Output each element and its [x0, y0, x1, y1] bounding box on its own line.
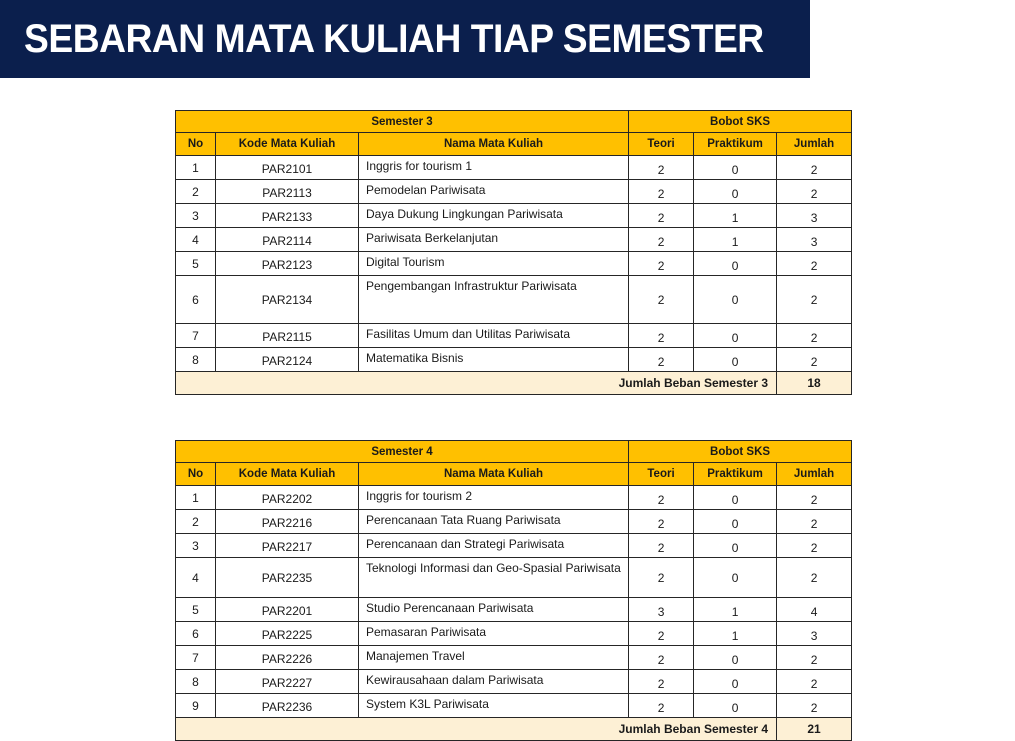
cell-kode: PAR2114 — [216, 228, 359, 252]
cell-teori: 2 — [629, 348, 694, 372]
table-row — [176, 348, 852, 372]
cell-kode: PAR2227 — [216, 670, 359, 694]
cell-praktikum: 0 — [694, 534, 777, 558]
table-row — [176, 694, 852, 718]
page-title-banner — [0, 0, 810, 78]
cell-nama: Kewirausahaan dalam Pariwisata — [359, 670, 629, 694]
cell-kode: PAR2113 — [216, 180, 359, 204]
column-header-kode: Kode Mata Kuliah — [216, 133, 359, 156]
cell-no: 1 — [176, 486, 216, 510]
page-title: SEBARAN MATA KULIAH TIAP SEMESTER — [24, 16, 764, 61]
cell-jumlah: 2 — [777, 694, 852, 718]
cell-nama: Digital Tourism — [359, 252, 629, 276]
cell-praktikum: 0 — [694, 276, 777, 324]
column-header-praktikum: Praktikum — [694, 463, 777, 486]
cell-praktikum: 1 — [694, 204, 777, 228]
cell-teori: 2 — [629, 670, 694, 694]
column-header-kode: Kode Mata Kuliah — [216, 463, 359, 486]
cell-nama: Pemasaran Pariwisata — [359, 622, 629, 646]
cell-kode: PAR2225 — [216, 622, 359, 646]
cell-nama: Inggris for tourism 2 — [359, 486, 629, 510]
semester-3-table-body — [176, 156, 852, 372]
cell-jumlah: 2 — [777, 486, 852, 510]
cell-no: 9 — [176, 694, 216, 718]
cell-kode: PAR2235 — [216, 558, 359, 598]
cell-no: 6 — [176, 276, 216, 324]
cell-jumlah: 2 — [777, 670, 852, 694]
cell-jumlah: 3 — [777, 622, 852, 646]
cell-no: 3 — [176, 534, 216, 558]
cell-praktikum: 0 — [694, 486, 777, 510]
table-row — [176, 598, 852, 622]
column-header-jumlah: Jumlah — [777, 133, 852, 156]
cell-teori: 2 — [629, 228, 694, 252]
cell-teori: 2 — [629, 510, 694, 534]
cell-no: 2 — [176, 510, 216, 534]
semester-3-weight-group-title: Bobot SKS — [629, 111, 852, 133]
table-row — [176, 156, 852, 180]
semester-3-table-container — [175, 110, 851, 395]
cell-no: 3 — [176, 204, 216, 228]
cell-no: 5 — [176, 252, 216, 276]
cell-teori: 2 — [629, 646, 694, 670]
semester-4-weight-group-title: Bobot SKS — [629, 441, 852, 463]
cell-praktikum: 0 — [694, 646, 777, 670]
cell-jumlah: 2 — [777, 534, 852, 558]
cell-kode: PAR2202 — [216, 486, 359, 510]
cell-no: 4 — [176, 558, 216, 598]
cell-jumlah: 4 — [777, 598, 852, 622]
cell-jumlah: 3 — [777, 228, 852, 252]
table-row — [176, 534, 852, 558]
semester-4-group-title: Semester 4 — [176, 441, 629, 463]
semester-4-total-value: 21 — [777, 718, 852, 741]
semester-4-group-header-row — [176, 441, 852, 463]
semester-3-table — [175, 110, 852, 395]
semester-3-column-header-row — [176, 133, 852, 156]
cell-kode: PAR2115 — [216, 324, 359, 348]
column-header-praktikum: Praktikum — [694, 133, 777, 156]
cell-teori: 2 — [629, 252, 694, 276]
cell-teori: 2 — [629, 486, 694, 510]
semester-4-total-label: Jumlah Beban Semester 4 — [176, 718, 777, 741]
cell-teori: 2 — [629, 534, 694, 558]
semester-3-group-title: Semester 3 — [176, 111, 629, 133]
cell-jumlah: 2 — [777, 324, 852, 348]
cell-nama: Perencanaan dan Strategi Pariwisata — [359, 534, 629, 558]
cell-praktikum: 0 — [694, 348, 777, 372]
column-header-no: No — [176, 133, 216, 156]
table-row — [176, 486, 852, 510]
cell-no: 2 — [176, 180, 216, 204]
cell-kode: PAR2101 — [216, 156, 359, 180]
cell-jumlah: 2 — [777, 252, 852, 276]
semester-4-total-row — [176, 718, 852, 741]
cell-jumlah: 2 — [777, 646, 852, 670]
cell-praktikum: 0 — [694, 156, 777, 180]
cell-kode: PAR2133 — [216, 204, 359, 228]
cell-kode: PAR2201 — [216, 598, 359, 622]
cell-praktikum: 1 — [694, 598, 777, 622]
cell-jumlah: 2 — [777, 510, 852, 534]
cell-nama: Daya Dukung Lingkungan Pariwisata — [359, 204, 629, 228]
cell-kode: PAR2134 — [216, 276, 359, 324]
cell-no: 7 — [176, 324, 216, 348]
cell-teori: 2 — [629, 180, 694, 204]
cell-jumlah: 2 — [777, 558, 852, 598]
semester-4-table — [175, 440, 852, 741]
cell-nama: Manajemen Travel — [359, 646, 629, 670]
cell-nama: Pemodelan Pariwisata — [359, 180, 629, 204]
column-header-teori: Teori — [629, 133, 694, 156]
column-header-jumlah: Jumlah — [777, 463, 852, 486]
table-row — [176, 180, 852, 204]
cell-praktikum: 0 — [694, 324, 777, 348]
cell-no: 5 — [176, 598, 216, 622]
cell-praktikum: 0 — [694, 180, 777, 204]
cell-jumlah: 2 — [777, 180, 852, 204]
cell-teori: 2 — [629, 694, 694, 718]
cell-kode: PAR2217 — [216, 534, 359, 558]
cell-praktikum: 0 — [694, 558, 777, 598]
semester-3-total-row — [176, 372, 852, 395]
semester-4-table-container — [175, 440, 851, 741]
column-header-no: No — [176, 463, 216, 486]
cell-praktikum: 1 — [694, 622, 777, 646]
cell-teori: 2 — [629, 276, 694, 324]
cell-no: 1 — [176, 156, 216, 180]
cell-nama: Teknologi Informasi dan Geo-Spasial Pariwisata — [359, 558, 629, 598]
cell-teori: 2 — [629, 622, 694, 646]
table-row — [176, 510, 852, 534]
table-row — [176, 276, 852, 324]
semester-4-table-foot — [176, 718, 852, 741]
cell-no: 8 — [176, 348, 216, 372]
cell-no: 8 — [176, 670, 216, 694]
semester-3-total-label: Jumlah Beban Semester 3 — [176, 372, 777, 395]
cell-no: 4 — [176, 228, 216, 252]
table-row — [176, 228, 852, 252]
cell-praktikum: 1 — [694, 228, 777, 252]
cell-jumlah: 2 — [777, 276, 852, 324]
cell-praktikum: 0 — [694, 670, 777, 694]
cell-kode: PAR2123 — [216, 252, 359, 276]
cell-nama: Matematika Bisnis — [359, 348, 629, 372]
semester-3-table-foot — [176, 372, 852, 395]
table-row — [176, 204, 852, 228]
cell-teori: 2 — [629, 558, 694, 598]
cell-teori: 2 — [629, 324, 694, 348]
cell-kode: PAR2236 — [216, 694, 359, 718]
table-row — [176, 324, 852, 348]
cell-teori: 2 — [629, 156, 694, 180]
column-header-nama: Nama Mata Kuliah — [359, 463, 629, 486]
semester-3-total-value: 18 — [777, 372, 852, 395]
cell-kode: PAR2226 — [216, 646, 359, 670]
column-header-nama: Nama Mata Kuliah — [359, 133, 629, 156]
cell-nama: Pariwisata Berkelanjutan — [359, 228, 629, 252]
cell-jumlah: 2 — [777, 156, 852, 180]
table-row — [176, 646, 852, 670]
cell-no: 7 — [176, 646, 216, 670]
semester-3-group-header-row — [176, 111, 852, 133]
cell-nama: Pengembangan Infrastruktur Pariwisata — [359, 276, 629, 324]
semester-4-column-header-row — [176, 463, 852, 486]
cell-kode: PAR2216 — [216, 510, 359, 534]
semester-4-table-body — [176, 486, 852, 718]
cell-praktikum: 0 — [694, 694, 777, 718]
table-row — [176, 558, 852, 598]
cell-jumlah: 3 — [777, 204, 852, 228]
table-row — [176, 252, 852, 276]
semester-3-table-head — [176, 111, 852, 156]
cell-nama: System K3L Pariwisata — [359, 694, 629, 718]
table-row — [176, 622, 852, 646]
cell-teori: 3 — [629, 598, 694, 622]
cell-praktikum: 0 — [694, 510, 777, 534]
cell-teori: 2 — [629, 204, 694, 228]
cell-praktikum: 0 — [694, 252, 777, 276]
table-row — [176, 670, 852, 694]
cell-no: 6 — [176, 622, 216, 646]
cell-kode: PAR2124 — [216, 348, 359, 372]
cell-nama: Studio Perencanaan Pariwisata — [359, 598, 629, 622]
cell-jumlah: 2 — [777, 348, 852, 372]
column-header-teori: Teori — [629, 463, 694, 486]
cell-nama: Perencanaan Tata Ruang Pariwisata — [359, 510, 629, 534]
cell-nama: Inggris for tourism 1 — [359, 156, 629, 180]
semester-4-table-head — [176, 441, 852, 486]
cell-nama: Fasilitas Umum dan Utilitas Pariwisata — [359, 324, 629, 348]
